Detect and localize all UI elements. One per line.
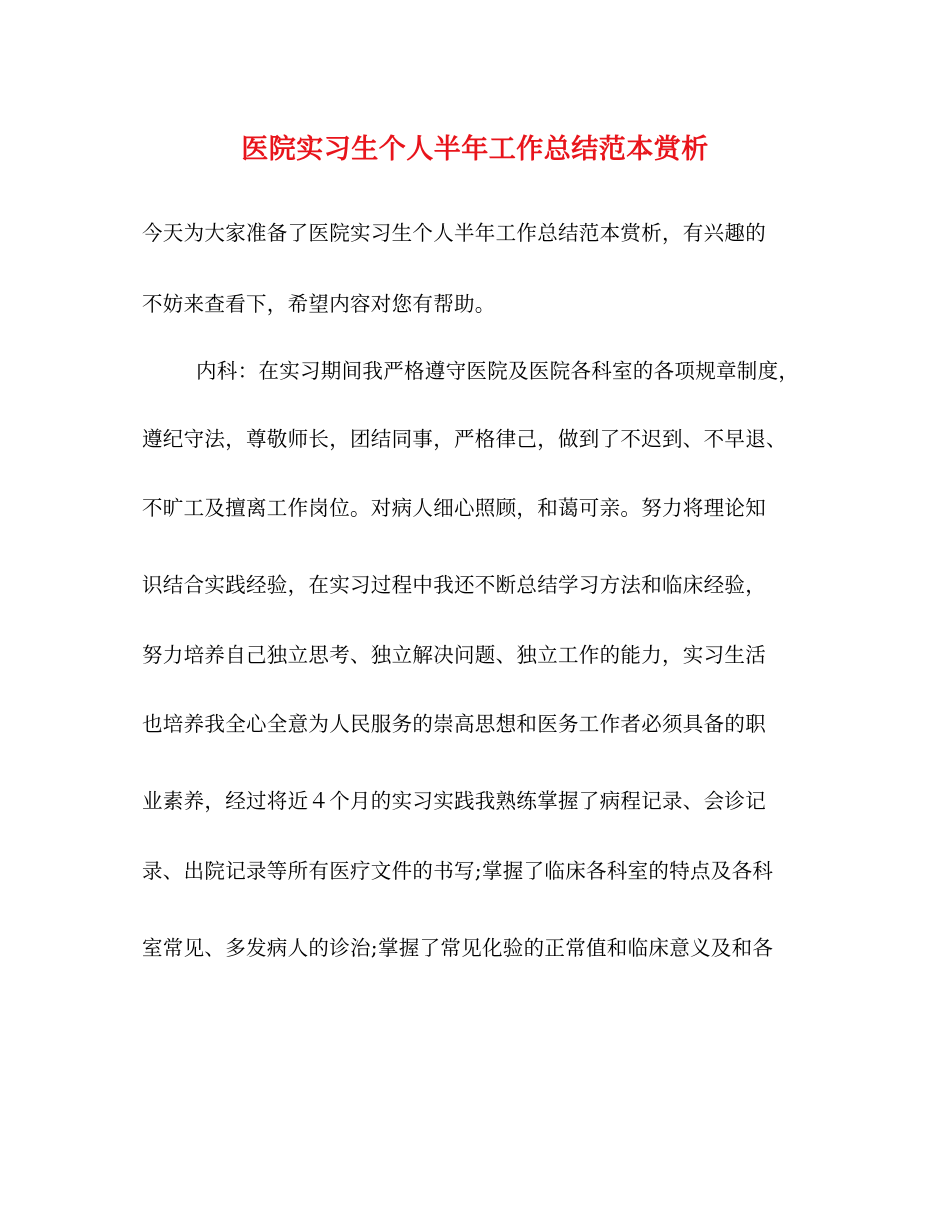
paragraph-line: 业素养，经过将近４个月的实习实践我熟练掌握了病程记录、会诊记 [142,789,766,813]
paragraph-line: 不旷工及擅离工作岗位。对病人细心照顾，和蔼可亲。努力将理论知 [142,496,766,520]
paragraph-line: 识结合实践经验，在实习过程中我还不断总结学习方法和临床经验， [142,573,766,597]
page-title: 医院实习生个人半年工作总结范本赏析 [241,134,709,165]
paragraph-line: 努力培养自己独立思考、独立解决问题、独立工作的能力，实习生活 [142,643,766,667]
paragraph-line: 不妨来查看下，希望内容对您有帮助。 [142,292,496,316]
paragraph-line: 内科：在实习期间我严格遵守医院及医院各科室的各项规章制度， [196,359,800,383]
paragraph-line: 遵纪守法，尊敬师长，团结同事，严格律己，做到了不迟到、不早退、 [142,427,787,451]
paragraph-line: 今天为大家准备了医院实习生个人半年工作总结范本赏析，有兴趣的 [142,221,766,245]
paragraph-line: 室常见、多发病人的诊治;掌握了常见化验的正常值和临床意义及和各 [142,936,774,960]
paragraph-line: 也培养我全心全意为人民服务的崇高思想和医务工作者必须具备的职 [142,712,766,736]
paragraph-line: 录、出院记录等所有医疗文件的书写;掌握了临床各科室的特点及各科 [142,859,774,883]
